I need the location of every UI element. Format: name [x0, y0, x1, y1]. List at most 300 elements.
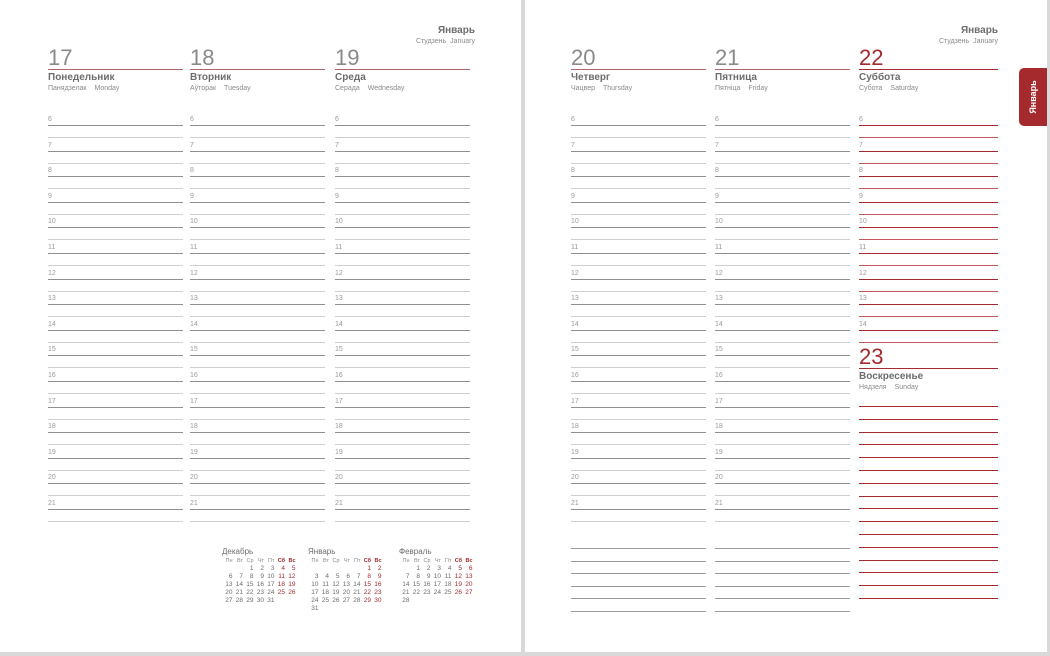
day-name-by: Пятніца — [715, 85, 741, 92]
note-line[interactable] — [571, 573, 706, 574]
hour-slot[interactable] — [48, 397, 183, 425]
hour-slot[interactable] — [859, 220, 998, 245]
hour-line — [335, 202, 470, 203]
calendar-day[interactable]: 29 — [246, 597, 254, 604]
day-column — [335, 47, 470, 93]
hour-slot[interactable] — [335, 476, 470, 501]
weekday-header: Пн — [402, 558, 410, 564]
hour-slot[interactable] — [715, 297, 850, 322]
calendar-day[interactable]: 26 — [288, 589, 296, 596]
calendar-day[interactable]: 18 — [277, 581, 285, 588]
calendar-day[interactable]: 11 — [278, 573, 285, 580]
calendar-day[interactable]: 23 — [256, 589, 264, 596]
calendar-day[interactable]: 5 — [458, 565, 462, 572]
calendar-day[interactable]: 30 — [256, 597, 264, 604]
calendar-day[interactable]: 14 — [353, 581, 361, 588]
hour-label: 17 — [715, 397, 723, 405]
calendar-day[interactable]: 7 — [239, 573, 243, 580]
hour-slot[interactable] — [335, 425, 470, 450]
note-line[interactable] — [715, 586, 850, 587]
hour-slot[interactable] — [715, 448, 850, 476]
half-hour-line — [335, 470, 470, 471]
calendar-day[interactable]: 23 — [423, 589, 431, 596]
half-hour-line — [48, 137, 183, 138]
hour-slot[interactable] — [190, 297, 325, 322]
hour-line — [190, 176, 325, 177]
hour-label: 18 — [571, 423, 579, 431]
calendar-day[interactable]: 28 — [353, 597, 361, 604]
hour-slot[interactable] — [190, 220, 325, 245]
calendar-day[interactable]: 7 — [405, 573, 410, 580]
half-hour-line — [335, 419, 470, 420]
half-hour-line — [335, 342, 470, 343]
calendar-day[interactable]: 15 — [412, 581, 420, 588]
calendar-day[interactable]: 24 — [433, 589, 441, 596]
hour-line — [715, 151, 850, 152]
calendar-day[interactable]: 5 — [291, 565, 296, 572]
calendar-day[interactable]: 9 — [260, 573, 264, 580]
hour-slot[interactable] — [571, 502, 706, 527]
hour-line — [335, 125, 470, 126]
hour-slot[interactable] — [715, 476, 850, 501]
hour-slot[interactable] — [48, 476, 183, 501]
hour-slot[interactable] — [190, 397, 325, 425]
hour-slot[interactable] — [335, 192, 470, 220]
calendar-day[interactable]: 13 — [225, 581, 233, 588]
note-line[interactable] — [859, 585, 998, 586]
hour-label: 7 — [190, 141, 194, 149]
calendar-day — [361, 605, 372, 613]
calendar-day[interactable]: 24 — [311, 597, 319, 604]
hour-slot[interactable] — [571, 425, 706, 450]
calendar-day[interactable]: 6 — [228, 573, 233, 580]
hour-slot[interactable] — [571, 374, 706, 399]
note-line[interactable] — [859, 560, 998, 561]
half-hour-line — [48, 393, 183, 394]
note-line[interactable] — [859, 547, 998, 548]
hour-slot[interactable] — [571, 448, 706, 476]
calendar-day[interactable]: 16 — [256, 581, 264, 588]
mini-calendar — [222, 547, 296, 605]
hour-label: 21 — [571, 500, 579, 507]
hour-slot[interactable] — [190, 169, 325, 194]
hour-slot[interactable] — [335, 141, 470, 169]
hour-slot[interactable] — [571, 246, 706, 271]
hour-slot[interactable] — [715, 348, 850, 373]
hour-slot[interactable] — [190, 320, 325, 348]
calendar-day[interactable]: 27 — [342, 597, 350, 604]
hour-slot[interactable] — [715, 141, 850, 169]
calendar-day[interactable]: 21 — [402, 589, 410, 596]
half-hour-line — [190, 521, 325, 522]
half-hour-line — [715, 188, 850, 189]
note-line[interactable] — [571, 548, 706, 549]
hour-slot[interactable] — [48, 320, 183, 348]
hour-label: 21 — [715, 500, 723, 507]
note-line[interactable] — [715, 573, 850, 574]
hour-line — [859, 304, 998, 305]
half-hour-line — [190, 316, 325, 317]
hour-label: 10 — [715, 218, 723, 226]
hour-slot[interactable] — [190, 118, 325, 143]
hour-slot[interactable] — [190, 141, 325, 169]
hour-line — [190, 330, 325, 331]
calendar-day[interactable]: 19 — [454, 581, 462, 588]
calendar-day[interactable]: 10 — [433, 573, 441, 580]
note-line[interactable] — [859, 406, 998, 407]
note-line[interactable] — [715, 598, 850, 599]
hour-slot[interactable] — [335, 397, 470, 425]
hour-slot[interactable] — [571, 169, 706, 194]
hour-line — [715, 279, 850, 280]
hour-line — [48, 407, 183, 408]
day-name: Суббота — [859, 72, 901, 83]
hour-slot[interactable] — [48, 448, 183, 476]
note-line[interactable] — [859, 444, 998, 445]
calendar-day[interactable]: 8 — [416, 573, 420, 580]
hour-line — [48, 304, 183, 305]
hour-label: 18 — [190, 423, 198, 431]
calendar-day[interactable]: 14 — [235, 581, 243, 588]
calendar-day[interactable]: 20 — [465, 581, 473, 588]
hour-slot[interactable] — [190, 374, 325, 399]
calendar-day[interactable]: 24 — [267, 589, 275, 596]
mini-calendar-month: Декабрь — [222, 547, 254, 556]
calendar-day[interactable]: 6 — [468, 565, 473, 572]
hour-slot[interactable] — [48, 374, 183, 399]
day-name: Четверг — [571, 72, 611, 83]
hour-slot[interactable] — [715, 118, 850, 143]
calendar-day[interactable]: 17 — [433, 581, 441, 588]
day-name-en: Saturday — [890, 85, 919, 92]
hour-slot[interactable] — [48, 246, 183, 271]
hour-label: 19 — [335, 448, 343, 456]
hour-line — [190, 227, 325, 228]
hour-slot[interactable] — [859, 141, 998, 169]
hour-line — [335, 509, 470, 510]
hour-line — [190, 279, 325, 280]
month-tab[interactable]: Январь — [1019, 68, 1047, 126]
hour-slot[interactable] — [715, 246, 850, 271]
calendar-day[interactable]: 8 — [367, 573, 371, 580]
calendar-day[interactable]: 18 — [321, 589, 329, 596]
note-line[interactable] — [859, 521, 998, 522]
hour-slot[interactable] — [571, 297, 706, 322]
calendar-day[interactable]: 13 — [465, 573, 473, 580]
hour-slot[interactable] — [859, 169, 998, 194]
day-name: Понедельник — [48, 72, 115, 83]
hour-slot[interactable] — [571, 269, 706, 297]
calendar-day[interactable]: 23 — [374, 589, 382, 596]
hour-slot[interactable] — [48, 192, 183, 220]
half-hour-line — [190, 163, 325, 164]
hour-label: 8 — [715, 167, 719, 175]
calendar-day — [233, 565, 244, 573]
day-name-en: Tuesday — [224, 85, 251, 92]
calendar-day[interactable]: 20 — [225, 589, 233, 596]
hour-slot[interactable] — [48, 220, 183, 245]
hour-slot[interactable] — [190, 425, 325, 450]
calendar-day — [308, 565, 319, 573]
note-line[interactable] — [859, 419, 998, 420]
hour-slot[interactable] — [48, 425, 183, 450]
note-line[interactable] — [859, 534, 998, 535]
calendar-day[interactable]: 8 — [249, 573, 254, 580]
calendar-day[interactable]: 30 — [374, 597, 382, 604]
hour-line — [335, 151, 470, 152]
hour-slot[interactable] — [335, 169, 470, 194]
hour-slot[interactable] — [715, 425, 850, 450]
calendar-day[interactable]: 15 — [363, 581, 371, 588]
hour-slot[interactable] — [335, 297, 470, 322]
calendar-day[interactable]: 13 — [342, 581, 350, 588]
hour-label: 10 — [335, 218, 343, 226]
hour-slot[interactable] — [715, 269, 850, 297]
calendar-day[interactable]: 3 — [314, 573, 319, 580]
half-hour-line — [335, 214, 470, 215]
hour-line — [571, 509, 706, 510]
note-line[interactable] — [571, 598, 706, 599]
calendar-day[interactable]: 26 — [332, 597, 340, 604]
calendar-day[interactable]: 19 — [332, 589, 340, 596]
hour-slot[interactable] — [859, 297, 998, 322]
hour-line — [190, 509, 325, 510]
note-line[interactable] — [715, 561, 850, 562]
hour-slot[interactable] — [48, 297, 183, 322]
hour-line — [715, 509, 850, 510]
calendar-day[interactable]: 14 — [402, 581, 410, 588]
hour-label: 13 — [335, 295, 343, 303]
hour-line — [335, 483, 470, 484]
calendar-day[interactable]: 9 — [377, 573, 382, 580]
hour-line — [48, 253, 183, 254]
note-line[interactable] — [859, 496, 998, 497]
hour-slot[interactable] — [859, 246, 998, 271]
calendar-day[interactable]: 16 — [374, 581, 382, 588]
month-subtitle: Студзень January — [415, 38, 475, 45]
calendar-day[interactable]: 21 — [353, 589, 361, 596]
hour-label: 20 — [190, 474, 198, 482]
half-hour-line — [715, 342, 850, 343]
hour-slot[interactable] — [335, 246, 470, 271]
hour-label: 8 — [571, 167, 575, 175]
hour-slot[interactable] — [859, 192, 998, 220]
calendar-day[interactable]: 16 — [423, 581, 431, 588]
calendar-day[interactable]: 17 — [311, 589, 319, 596]
note-line[interactable] — [859, 572, 998, 573]
calendar-day[interactable]: 4 — [447, 565, 452, 572]
calendar-day[interactable]: 25 — [321, 597, 329, 604]
calendar-day[interactable]: 25 — [277, 589, 285, 596]
hour-label: 17 — [335, 397, 343, 405]
calendar-day[interactable]: 1 — [367, 565, 371, 572]
hour-slot[interactable] — [715, 374, 850, 399]
hour-slot[interactable] — [715, 192, 850, 220]
day-name-by: Панядзелак — [48, 85, 87, 92]
calendar-day[interactable]: 11 — [444, 573, 452, 580]
calendar-day[interactable]: 22 — [412, 589, 420, 596]
calendar-day[interactable]: 22 — [246, 589, 254, 596]
hour-slot[interactable] — [190, 476, 325, 501]
month-header-left — [380, 25, 475, 46]
hour-slot[interactable] — [571, 141, 706, 169]
hour-slot[interactable] — [335, 448, 470, 476]
day-name: Среда — [335, 72, 366, 83]
calendar-day[interactable]: 10 — [311, 581, 319, 588]
hour-slot[interactable] — [571, 348, 706, 373]
calendar-day[interactable]: 11 — [322, 581, 329, 588]
calendar-day[interactable]: 4 — [281, 565, 285, 572]
half-hour-line — [715, 137, 850, 138]
hour-line — [335, 176, 470, 177]
hour-slot[interactable] — [190, 448, 325, 476]
hour-label: 21 — [335, 500, 343, 507]
hour-slot[interactable] — [859, 118, 998, 143]
hour-line — [190, 483, 325, 484]
hour-line — [571, 176, 706, 177]
hour-slot[interactable] — [335, 320, 470, 348]
calendar-day[interactable]: 4 — [325, 573, 329, 580]
hour-slot[interactable] — [335, 502, 470, 527]
hour-label: 9 — [190, 192, 194, 200]
note-line[interactable] — [859, 483, 998, 484]
calendar-day[interactable]: 28 — [235, 597, 243, 604]
note-line[interactable] — [571, 611, 706, 612]
calendar-day[interactable]: 7 — [356, 573, 361, 580]
calendar-day[interactable]: 12 — [332, 581, 340, 588]
note-line[interactable] — [715, 611, 850, 612]
hour-slot[interactable] — [48, 348, 183, 373]
hour-slot[interactable] — [335, 269, 470, 297]
calendar-day[interactable]: 20 — [342, 589, 350, 596]
mini-calendar — [308, 547, 382, 613]
hour-slot[interactable] — [335, 220, 470, 245]
hour-slot[interactable] — [571, 397, 706, 425]
month-title: Январь — [437, 25, 475, 36]
note-line[interactable] — [859, 470, 998, 471]
calendar-day[interactable]: 27 — [225, 597, 233, 604]
hour-label: 14 — [335, 320, 343, 328]
hour-label: 17 — [571, 397, 579, 405]
calendar-day[interactable]: 1 — [249, 565, 254, 572]
hour-slot[interactable] — [48, 169, 183, 194]
hour-label: 18 — [715, 423, 723, 431]
calendar-day[interactable]: 22 — [363, 589, 371, 596]
hour-slot[interactable] — [335, 348, 470, 373]
hour-slot[interactable] — [715, 502, 850, 527]
note-line[interactable] — [859, 432, 998, 433]
half-hour-line — [571, 419, 706, 420]
hour-label: 19 — [48, 448, 56, 456]
hour-slot[interactable] — [335, 374, 470, 399]
hour-slot[interactable] — [715, 220, 850, 245]
half-hour-line — [335, 239, 470, 240]
day-number: 18 — [190, 45, 215, 70]
calendar-day[interactable]: 2 — [377, 565, 382, 572]
calendar-day[interactable]: 3 — [437, 565, 441, 572]
calendar-day[interactable]: 19 — [288, 581, 296, 588]
hour-slot[interactable] — [48, 269, 183, 297]
calendar-day[interactable]: 31 — [267, 597, 275, 604]
hour-slot[interactable] — [190, 192, 325, 220]
calendar-day[interactable]: 28 — [402, 597, 410, 604]
half-hour-line — [48, 367, 183, 368]
calendar-day[interactable]: 1 — [416, 565, 420, 572]
day-subtitle — [335, 84, 470, 93]
weekday-header: Чт — [434, 558, 441, 564]
calendar-day[interactable]: 2 — [260, 565, 264, 572]
half-hour-line — [48, 265, 183, 266]
hour-slot[interactable] — [48, 118, 183, 143]
hour-label: 7 — [571, 141, 575, 149]
hour-slot[interactable] — [335, 118, 470, 143]
calendar-day[interactable]: 18 — [444, 581, 452, 588]
calendar-day[interactable]: 6 — [346, 573, 350, 580]
note-line[interactable] — [859, 598, 998, 599]
calendar-day[interactable]: 26 — [454, 589, 462, 596]
hour-slot[interactable] — [571, 192, 706, 220]
calendar-day[interactable]: 21 — [235, 589, 243, 596]
hour-slot[interactable] — [48, 502, 183, 527]
hour-slot[interactable] — [715, 320, 850, 348]
hour-label: 15 — [715, 346, 723, 354]
hour-slot[interactable] — [571, 220, 706, 245]
note-line[interactable] — [859, 508, 998, 509]
note-line[interactable] — [859, 457, 998, 458]
calendar-day[interactable]: 10 — [267, 573, 275, 580]
calendar-day[interactable]: 31 — [311, 605, 319, 612]
note-line[interactable] — [571, 561, 706, 562]
calendar-day[interactable]: 15 — [246, 581, 254, 588]
weekday-header: Пн — [225, 558, 233, 564]
half-hour-line — [859, 239, 998, 240]
day-name-en: Friday — [748, 85, 768, 92]
half-hour-line — [859, 316, 998, 317]
calendar-day[interactable]: 29 — [363, 597, 371, 604]
hour-slot[interactable] — [571, 118, 706, 143]
half-hour-line — [48, 214, 183, 215]
hour-slot[interactable] — [48, 141, 183, 169]
note-line[interactable] — [571, 586, 706, 587]
hour-slot[interactable] — [715, 397, 850, 425]
note-line[interactable] — [715, 548, 850, 549]
hour-slot[interactable] — [190, 502, 325, 527]
calendar-day[interactable]: 12 — [288, 573, 296, 580]
hour-line — [715, 125, 850, 126]
calendar-day[interactable]: 12 — [454, 573, 462, 580]
calendar-day[interactable]: 2 — [426, 565, 431, 572]
calendar-day[interactable]: 25 — [444, 589, 452, 596]
calendar-day[interactable]: 17 — [267, 581, 275, 588]
hour-label: 20 — [335, 474, 343, 482]
calendar-day[interactable]: 3 — [270, 565, 275, 572]
hour-slot[interactable] — [571, 320, 706, 348]
hour-slot[interactable] — [190, 348, 325, 373]
hour-slot[interactable] — [190, 246, 325, 271]
hour-slot[interactable] — [571, 476, 706, 501]
hour-slot[interactable] — [715, 169, 850, 194]
hour-label: 14 — [190, 320, 198, 328]
hour-slot[interactable] — [190, 269, 325, 297]
hour-line — [335, 330, 470, 331]
calendar-day[interactable]: 27 — [465, 589, 473, 596]
calendar-day[interactable]: 5 — [335, 573, 340, 580]
calendar-day[interactable]: 9 — [426, 573, 431, 580]
hour-line — [571, 458, 706, 459]
day-column — [859, 47, 998, 93]
hour-label: 11 — [190, 244, 198, 251]
hour-slot[interactable] — [859, 269, 998, 297]
